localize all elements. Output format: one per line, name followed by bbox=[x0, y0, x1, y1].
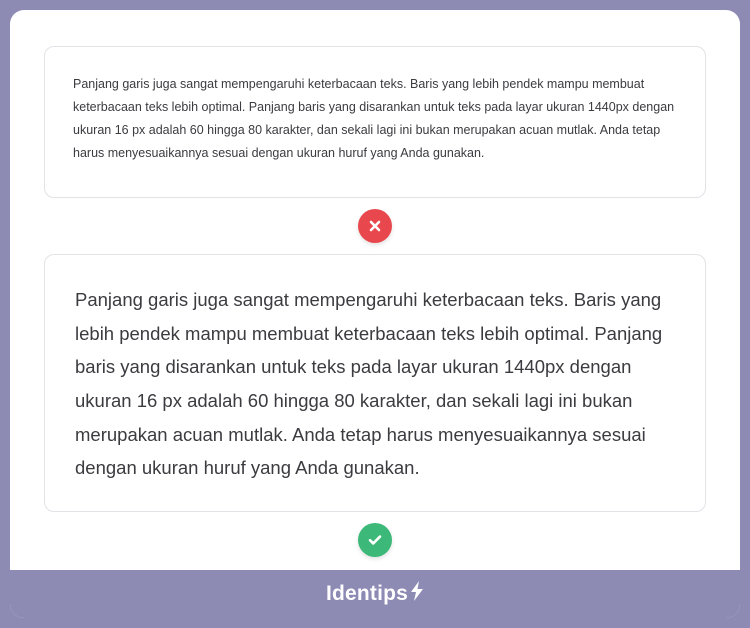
footer-bar bbox=[10, 570, 740, 618]
bad-example-text: Panjang garis juga sangat mempengaruhi keterbacaan teks. Baris yang lebih pendek mampu membuat keterbacaan teks lebih optimal. Panjang baris yang disarankan untuk teks pada layar ukuran 1440px dengan ukuran 16 px adalah 60 hingga 80 karakter, dan sekali lagi ini bukan merupakan acuan mutlak. Anda tetap harus menyesuaikannya sesuai dengan ukuran huruf yang Anda gunakan. bbox=[73, 77, 675, 161]
lightning-bolt-icon bbox=[410, 581, 424, 607]
slide-card bbox=[10, 10, 740, 618]
bad-example-badge-row bbox=[44, 198, 706, 254]
brand-logo bbox=[326, 581, 424, 607]
good-example-text: Panjang garis juga sangat mempengaruhi keterbacaan teks. Baris yang lebih pendek mampu membuat keterbacaan teks lebih optimal. Panjang baris yang disarankan untuk teks pada layar ukuran 1440px dengan ukuran 16 px adalah 60 hingga 80 karakter, dan sekali lagi ini bukan merupakan acuan mutlak. Anda tetap harus menyesuaikannya sesuai dengan ukuran huruf yang Anda gunakan. bbox=[75, 289, 663, 479]
bad-example-panel bbox=[44, 46, 706, 198]
cross-icon bbox=[358, 209, 392, 243]
good-example-panel bbox=[44, 254, 706, 512]
slide-content bbox=[10, 10, 740, 570]
check-icon bbox=[358, 523, 392, 557]
brand-name: Identips bbox=[325, 582, 409, 605]
good-example-badge-row bbox=[44, 512, 706, 568]
